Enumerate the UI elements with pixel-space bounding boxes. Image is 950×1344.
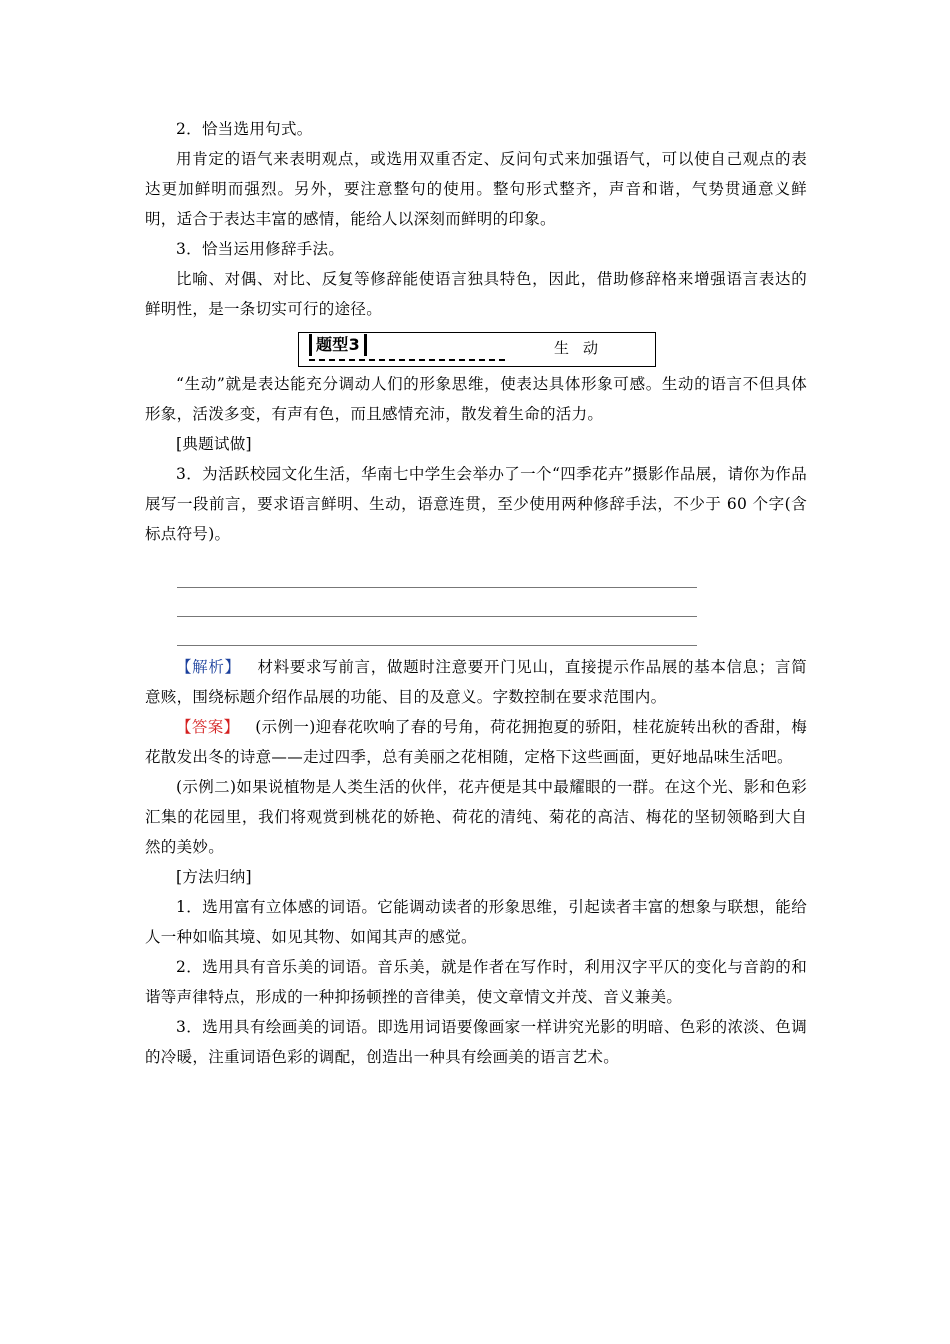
answer-line	[177, 588, 697, 617]
method-heading: [方法归纳]	[176, 868, 252, 886]
method-item-3: 3．选用具有绘画美的词语。即选用词语要像画家一样讲究光影的明暗、色彩的浓淡、色调的冷暖，注重词语色彩的调配，创造出一种具有绘画美的语言艺术。	[145, 1018, 807, 1066]
answer-lines	[177, 559, 697, 646]
question-type-title: 生动	[554, 339, 613, 357]
example-heading: [典题试做]	[176, 435, 252, 453]
analysis-text: 材料要求写前言，做题时注意要开门见山，直接提示作品展的基本信息；言简意赅，围绕标题介绍作品展的功能、目的及意义。字数控制在要求范围内。	[145, 658, 808, 706]
heading-2-sentence-patterns: 2．恰当选用句式。	[176, 120, 313, 138]
question-type-header	[298, 332, 656, 367]
answer-line	[177, 559, 697, 588]
method-item-2: 2．选用具有音乐美的词语。音乐美，就是作者在写作时，利用汉字平仄的变化与音韵的和谐等声律特点，形成的一种抑扬顿挫的音律美，使文章情文并茂、音义兼美。	[145, 958, 807, 1006]
dashed-underline	[309, 359, 505, 361]
answer-line	[177, 617, 697, 646]
heading-3-rhetoric: 3．恰当运用修辞手法。	[176, 240, 345, 258]
analysis-tag: 【解析】	[176, 658, 241, 676]
paragraph-rhetoric: 比喻、对偶、对比、反复等修辞能使语言独具特色，因此，借助修辞格来增强语言表达的鲜明性，是一条切实可行的途径。	[145, 270, 807, 318]
analysis-paragraph	[145, 652, 807, 712]
paragraph-sentence-patterns: 用肯定的语气来表明观点，或选用双重否定、反问句式来加强语气，可以使自己观点的表达更加鲜明而强烈。另外，要注意整句的使用。整句形式整齐，声音和谐，气势贯通意义鲜明，适合于表达丰富的感情，能给人以深刻而鲜明的印象。	[145, 150, 807, 228]
answer-tag: 【答案】	[176, 718, 240, 736]
method-item-1: 1．选用富有立体感的词语。它能调动读者的形象思维，引起读者丰富的想象与联想，能给人一种如临其境、如见其物、如闻其声的感觉。	[145, 898, 807, 946]
paragraph-vivid-intro: “生动”就是表达能充分调动人们的形象思维，使表达具体形象可感。生动的语言不但具体形象，活泼多变，有声有色，而且感情充沛，散发着生命的活力。	[145, 375, 807, 423]
document-body	[145, 114, 807, 1072]
answer-paragraph-2: (示例二)如果说植物是人类生活的伙伴，花卉便是其中最耀眼的一群。在这个光、影和色彩汇集的花园里，我们将观赏到桃花的娇艳、荷花的清纯、菊花的高洁、梅花的坚韧领略到大自然的美妙。	[145, 778, 807, 856]
answer-paragraph	[145, 712, 807, 772]
example-question: 3．为活跃校园文化生活，华南七中学生会举办了一个“四季花卉”摄影作品展，请你为作品展写一段前言，要求语言鲜明、生动，语意连贯，至少使用两种修辞手法，不少于 60 个字(含标点符号)。	[145, 465, 807, 543]
answer-text-1: (示例一)迎春花吹响了春的号角，荷花拥抱夏的骄阳，桂花旋转出秋的香甜，梅花散发出冬的诗意——走过四季，总有美丽之花相随，定格下这些画面，更好地品味生活吧。	[145, 718, 807, 766]
question-type-label: 题型3	[309, 334, 367, 356]
